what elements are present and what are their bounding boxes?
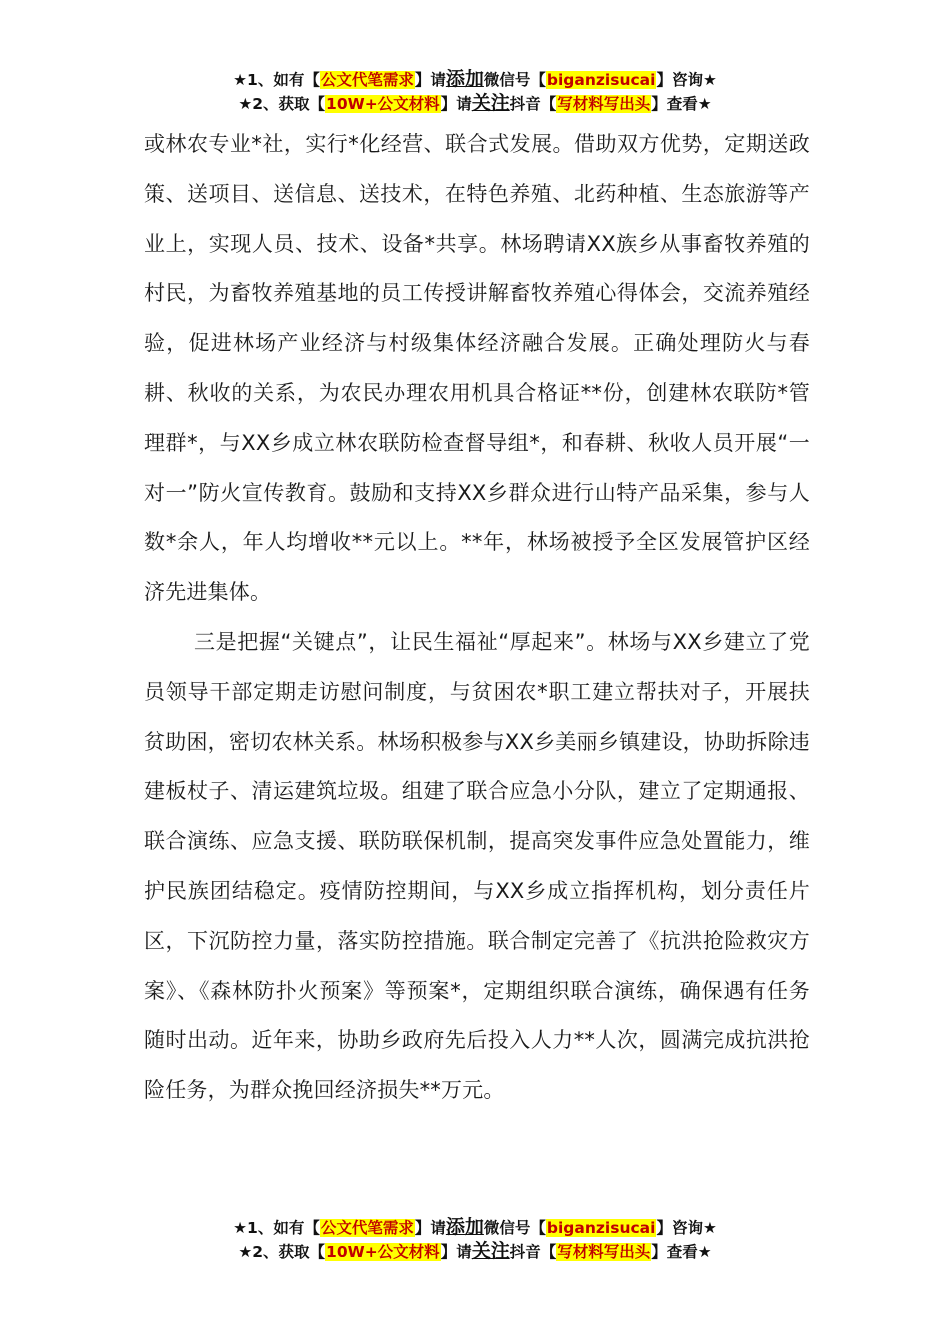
underlined-add: 添加 (445, 68, 484, 90)
banner-line-2 (0, 92, 950, 116)
banner-text: 】请 (440, 1243, 472, 1261)
banner-text: 抖音【 (509, 95, 557, 113)
highlight-douyin-account: 写材料写出头 (557, 1243, 651, 1261)
banner-text: 】查看★ (651, 1243, 712, 1261)
paragraph-point-three: 三是把握“关键点”，让民生福祉“厚起来”。林场与XX乡建立了党员领导干部定期走访慰问制度，与贫困农*职工建立帮扶对子，开展扶贫助困，密切农林关系。林场积极参与XX乡美丽乡镇建设，协助拆除违建板杖子、清运建筑垃圾。组建了联合应急小分队，建立了定期通报、联合演练、应急支援、联防联保机制，提高突发事件应急处置能力，维护民族团结稳定。疫情防控期间，与XX乡成立指挥机构，划分责任片区，下沉防控力量，落实防控措施。联合制定完善了《抗洪抢险救灾方案》、《森林防扑火预案》等预案*，定期组织联合演练，确保遇有任务随时出动。近年来，协助乡政府先后投入人力**人次，圆满完成抗洪抢险任务，为群众挽回经济损失**万元。 (144, 629, 810, 1103)
banner-text: 抖音【 (509, 1243, 557, 1261)
banner-text: 】咨询★ (656, 71, 717, 89)
banner-text: 】请 (440, 95, 472, 113)
highlight-materials: 10W+公文材料 (326, 1243, 440, 1261)
banner-text: 微信号【 (483, 71, 546, 89)
banner-text: ★1、如有【 (233, 1219, 320, 1237)
banner-text: 】请 (414, 1219, 446, 1237)
highlight-service: 公文代笔需求 (320, 1219, 414, 1237)
highlight-wechat-id: biganzisucai (546, 71, 656, 89)
footer-banner (0, 1216, 950, 1264)
highlight-douyin-account: 写材料写出头 (557, 95, 651, 113)
banner-text: 】咨询★ (656, 1219, 717, 1237)
banner-line-1 (0, 1216, 950, 1240)
underlined-follow: 关注 (471, 92, 510, 114)
banner-text: 微信号【 (483, 1219, 546, 1237)
banner-text: ★2、获取【 (238, 1243, 326, 1261)
header-banner (0, 68, 950, 116)
banner-text: 】请 (414, 71, 446, 89)
highlight-wechat-id: biganzisucai (546, 1219, 656, 1237)
underlined-follow: 关注 (471, 1240, 510, 1262)
highlight-service: 公文代笔需求 (320, 71, 414, 89)
banner-line-1 (0, 68, 950, 92)
banner-text: ★1、如有【 (233, 71, 320, 89)
banner-text: 】查看★ (651, 95, 712, 113)
highlight-materials: 10W+公文材料 (326, 95, 440, 113)
underlined-add: 添加 (445, 1216, 484, 1238)
document-body (144, 120, 810, 1116)
paragraph-continuation: 或林农专业*社，实行*化经营、联合式发展。借助双方优势，定期送政策、送项目、送信息、送技术，在特色养殖、北药种植、生态旅游等产业上，实现人员、技术、设备*共享。林场聘请XX族乡从事畜牧养殖的村民，为畜牧养殖基地的员工传授讲解畜牧养殖心得体会，交流养殖经验，促进林场产业经济与村级集体经济融合发展。正确处理防火与春耕、秋收的关系，为农民办理农用机具合格证**份，创建林农联防*管理群*，与XX乡成立林农联防检查督导组*，和春耕、秋收人员开展“一对一”防火宣传教育。鼓励和支持XX乡群众进行山特产品采集，参与人数*余人，年人均增收**元以上。**年，林场被授予全区发展管护区经济先进集体。 (144, 132, 810, 605)
banner-text: ★2、获取【 (238, 95, 326, 113)
banner-line-2 (0, 1240, 950, 1264)
